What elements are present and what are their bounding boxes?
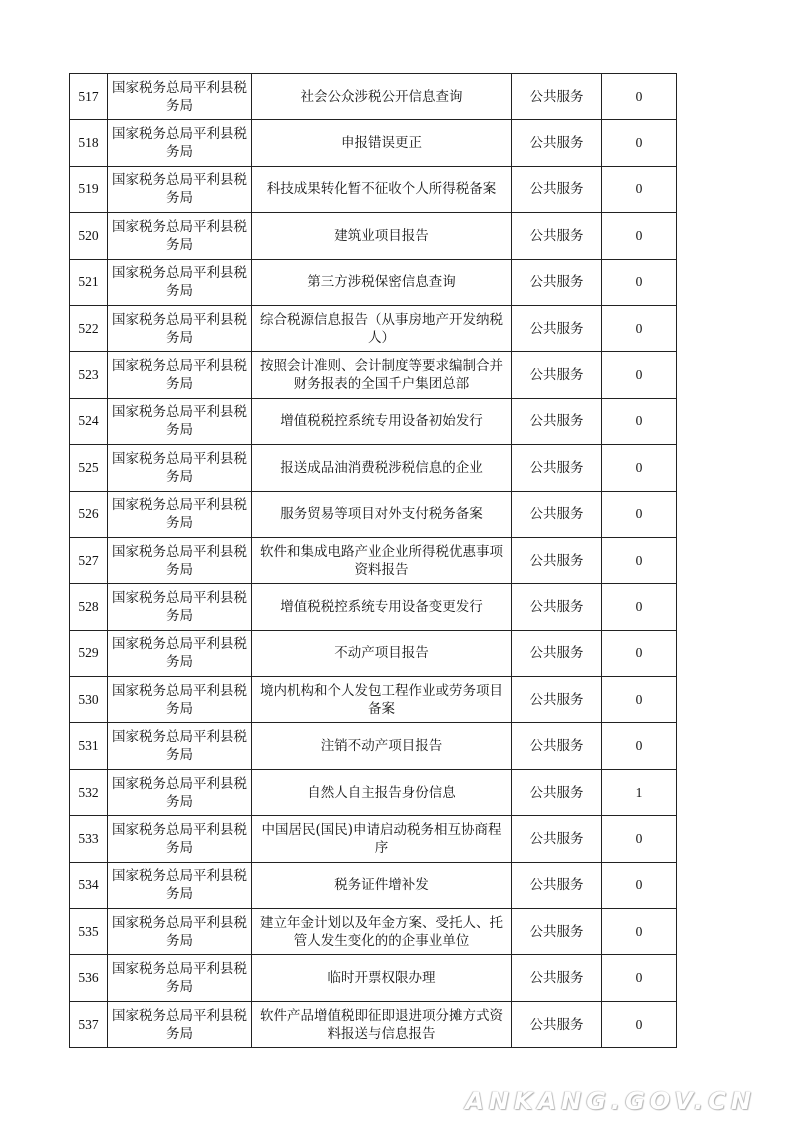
service-items-table	[69, 73, 677, 1048]
table-row	[70, 909, 677, 955]
row-number-cell: 517	[70, 74, 108, 120]
department-cell: 国家税务总局平利县税务局	[108, 305, 252, 351]
row-number-cell: 518	[70, 120, 108, 166]
table-row	[70, 723, 677, 769]
department-cell: 国家税务总局平利县税务局	[108, 74, 252, 120]
count-cell: 0	[602, 259, 677, 305]
category-cell: 公共服务	[512, 769, 602, 815]
category-cell: 公共服务	[512, 445, 602, 491]
category-cell: 公共服务	[512, 120, 602, 166]
service-item-cell: 不动产项目报告	[252, 630, 512, 676]
row-number-cell: 537	[70, 1001, 108, 1047]
service-item-cell: 软件和集成电路产业企业所得税优惠事项资料报告	[252, 537, 512, 583]
table-row	[70, 445, 677, 491]
service-item-cell: 临时开票权限办理	[252, 955, 512, 1001]
service-item-cell: 增值税税控系统专用设备变更发行	[252, 584, 512, 630]
department-cell: 国家税务总局平利县税务局	[108, 816, 252, 862]
service-item-cell: 建筑业项目报告	[252, 213, 512, 259]
row-number-cell: 520	[70, 213, 108, 259]
count-cell: 1	[602, 769, 677, 815]
count-cell: 0	[602, 213, 677, 259]
category-cell: 公共服务	[512, 909, 602, 955]
count-cell: 0	[602, 398, 677, 444]
department-cell: 国家税务总局平利县税务局	[108, 630, 252, 676]
table-row	[70, 352, 677, 398]
category-cell: 公共服务	[512, 584, 602, 630]
department-cell: 国家税务总局平利县税务局	[108, 537, 252, 583]
department-cell: 国家税务总局平利县税务局	[108, 259, 252, 305]
table-body	[70, 74, 677, 1048]
count-cell: 0	[602, 584, 677, 630]
category-cell: 公共服务	[512, 723, 602, 769]
count-cell: 0	[602, 352, 677, 398]
department-cell: 国家税务总局平利县税务局	[108, 491, 252, 537]
category-cell: 公共服务	[512, 259, 602, 305]
table-row	[70, 816, 677, 862]
row-number-cell: 523	[70, 352, 108, 398]
row-number-cell: 531	[70, 723, 108, 769]
table-row	[70, 862, 677, 908]
count-cell: 0	[602, 862, 677, 908]
category-cell: 公共服务	[512, 74, 602, 120]
department-cell: 国家税务总局平利县税务局	[108, 213, 252, 259]
table-row	[70, 955, 677, 1001]
service-item-cell: 软件产品增值税即征即退进项分摊方式资料报送与信息报告	[252, 1001, 512, 1047]
service-item-cell: 建立年金计划以及年金方案、受托人、托管人发生变化的的企事业单位	[252, 909, 512, 955]
count-cell: 0	[602, 630, 677, 676]
table-row	[70, 537, 677, 583]
department-cell: 国家税务总局平利县税务局	[108, 445, 252, 491]
count-cell: 0	[602, 305, 677, 351]
table-row	[70, 259, 677, 305]
department-cell: 国家税务总局平利县税务局	[108, 862, 252, 908]
service-item-cell: 增值税税控系统专用设备初始发行	[252, 398, 512, 444]
department-cell: 国家税务总局平利县税务局	[108, 1001, 252, 1047]
category-cell: 公共服务	[512, 213, 602, 259]
service-item-cell: 服务贸易等项目对外支付税务备案	[252, 491, 512, 537]
count-cell: 0	[602, 909, 677, 955]
site-watermark: ANKANG.GOV.CN	[465, 1087, 756, 1115]
category-cell: 公共服务	[512, 398, 602, 444]
department-cell: 国家税务总局平利县税务局	[108, 677, 252, 723]
row-number-cell: 522	[70, 305, 108, 351]
count-cell: 0	[602, 537, 677, 583]
count-cell: 0	[602, 445, 677, 491]
table-row	[70, 305, 677, 351]
table-row	[70, 166, 677, 212]
row-number-cell: 535	[70, 909, 108, 955]
category-cell: 公共服务	[512, 305, 602, 351]
service-item-cell: 申报错误更正	[252, 120, 512, 166]
table-row	[70, 491, 677, 537]
department-cell: 国家税务总局平利县税务局	[108, 769, 252, 815]
service-item-cell: 税务证件增补发	[252, 862, 512, 908]
department-cell: 国家税务总局平利县税务局	[108, 723, 252, 769]
category-cell: 公共服务	[512, 166, 602, 212]
service-item-cell: 报送成品油消费税涉税信息的企业	[252, 445, 512, 491]
count-cell: 0	[602, 1001, 677, 1047]
category-cell: 公共服务	[512, 1001, 602, 1047]
service-item-cell: 境内机构和个人发包工程作业或劳务项目备案	[252, 677, 512, 723]
table-row	[70, 1001, 677, 1047]
row-number-cell: 524	[70, 398, 108, 444]
category-cell: 公共服务	[512, 537, 602, 583]
count-cell: 0	[602, 816, 677, 862]
category-cell: 公共服务	[512, 677, 602, 723]
count-cell: 0	[602, 955, 677, 1001]
table-row	[70, 769, 677, 815]
service-item-cell: 综合税源信息报告（从事房地产开发纳税人）	[252, 305, 512, 351]
row-number-cell: 530	[70, 677, 108, 723]
row-number-cell: 533	[70, 816, 108, 862]
count-cell: 0	[602, 723, 677, 769]
row-number-cell: 527	[70, 537, 108, 583]
category-cell: 公共服务	[512, 955, 602, 1001]
row-number-cell: 525	[70, 445, 108, 491]
category-cell: 公共服务	[512, 630, 602, 676]
department-cell: 国家税务总局平利县税务局	[108, 909, 252, 955]
category-cell: 公共服务	[512, 352, 602, 398]
service-item-cell: 第三方涉税保密信息查询	[252, 259, 512, 305]
department-cell: 国家税务总局平利县税务局	[108, 166, 252, 212]
table-row	[70, 584, 677, 630]
row-number-cell: 534	[70, 862, 108, 908]
department-cell: 国家税务总局平利县税务局	[108, 398, 252, 444]
department-cell: 国家税务总局平利县税务局	[108, 955, 252, 1001]
department-cell: 国家税务总局平利县税务局	[108, 120, 252, 166]
category-cell: 公共服务	[512, 816, 602, 862]
count-cell: 0	[602, 166, 677, 212]
row-number-cell: 519	[70, 166, 108, 212]
category-cell: 公共服务	[512, 862, 602, 908]
table-row	[70, 120, 677, 166]
service-item-cell: 注销不动产项目报告	[252, 723, 512, 769]
category-cell: 公共服务	[512, 491, 602, 537]
row-number-cell: 529	[70, 630, 108, 676]
table-row	[70, 630, 677, 676]
table-row	[70, 677, 677, 723]
service-item-cell: 科技成果转化暂不征收个人所得税备案	[252, 166, 512, 212]
department-cell: 国家税务总局平利县税务局	[108, 584, 252, 630]
row-number-cell: 528	[70, 584, 108, 630]
count-cell: 0	[602, 74, 677, 120]
service-item-cell: 自然人自主报告身份信息	[252, 769, 512, 815]
service-item-cell: 按照会计准则、会计制度等要求编制合并财务报表的全国千户集团总部	[252, 352, 512, 398]
table-row	[70, 213, 677, 259]
count-cell: 0	[602, 491, 677, 537]
row-number-cell: 532	[70, 769, 108, 815]
row-number-cell: 536	[70, 955, 108, 1001]
row-number-cell: 521	[70, 259, 108, 305]
service-item-cell: 中国居民(国民)申请启动税务相互协商程序	[252, 816, 512, 862]
count-cell: 0	[602, 120, 677, 166]
table-row	[70, 74, 677, 120]
row-number-cell: 526	[70, 491, 108, 537]
service-item-cell: 社会公众涉税公开信息查询	[252, 74, 512, 120]
count-cell: 0	[602, 677, 677, 723]
department-cell: 国家税务总局平利县税务局	[108, 352, 252, 398]
table-row	[70, 398, 677, 444]
